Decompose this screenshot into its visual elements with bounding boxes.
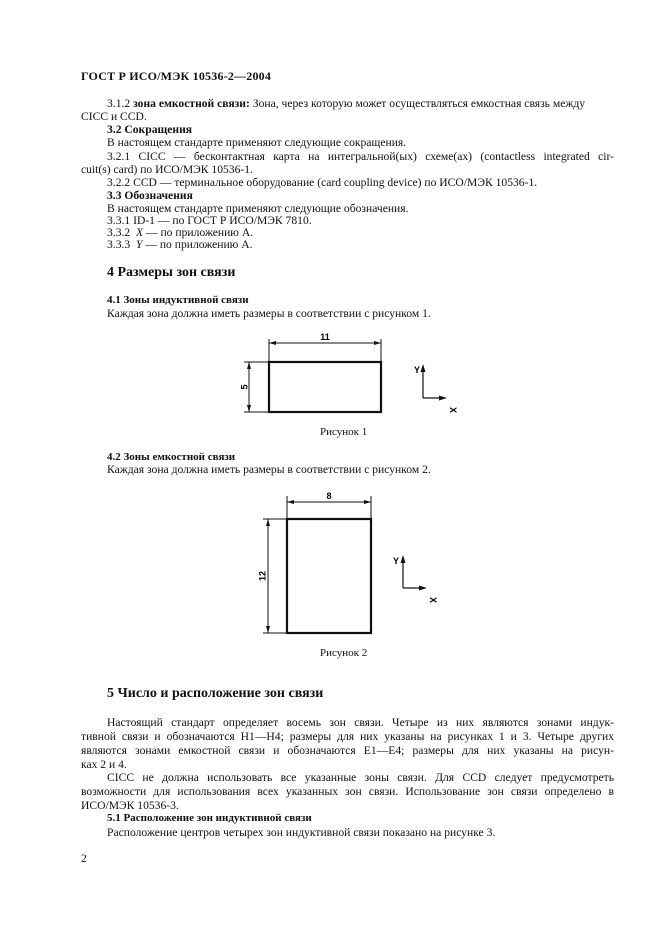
section-4-2-text: Каждая зона должна иметь размеры в соответствии с рисунком 2.	[107, 463, 431, 476]
section-3-2-intro: В настоящем стандарте применяют следующие сокращения.	[107, 136, 407, 149]
inductive-zone-rect	[269, 362, 381, 412]
section-5-para1-line4: ках 2 и 4.	[81, 758, 127, 771]
figure-1-diagram	[230, 330, 470, 425]
section-5-para2-line1: CICC не должна использовать все указанные зоны связи. Для CCD следует предусмотреть	[107, 771, 614, 784]
abbrev-3-2-1: 3.2.1 CICC — бесконтактная карта на интегральной(ых) схеме(ах) (contactless integrated cir-	[107, 150, 614, 163]
definition-3-1-2-cont: CICC и CCD.	[81, 110, 147, 123]
figure-2-diagram	[250, 487, 450, 642]
section-5-1-title: 5.1 Расположение зон индуктивной связи	[107, 812, 312, 824]
height-dimension-label: 12	[257, 570, 268, 582]
width-dimension-label: 8	[326, 491, 332, 501]
page-number: 2	[81, 852, 87, 865]
section-3-3-title: 3.3 Обозначения	[107, 189, 193, 202]
section-4-title: 4 Размеры зон связи	[107, 265, 236, 280]
designation-3-3-2: 3.3.2 X — по приложению А.	[107, 226, 254, 239]
section-4-1-title: 4.1 Зоны индуктивной связи	[107, 294, 249, 306]
y-axis-label: Y	[414, 365, 421, 375]
height-dimension-label: 5	[239, 384, 250, 390]
section-5-para1-line2: тивной связи и обозначаются Н1—Н4; размеры для них указаны на рисунках 1 и 3. Четыре других	[81, 730, 614, 743]
term: зона емкостной связи:	[133, 97, 250, 110]
designation-3-3-1: 3.3.1 ID-1 — по ГОСТ Р ИСО/МЭК 7810.	[107, 214, 312, 227]
document-header: ГОСТ Р ИСО/МЭК 10536-2—2004	[81, 69, 272, 83]
x-axis-label: X	[448, 407, 458, 414]
width-dimension-label: 11	[320, 332, 330, 342]
x-axis-label: X	[428, 597, 438, 604]
section-3-3-intro: В настоящем стандарте применяют следующие обозначения.	[107, 202, 409, 215]
section-5-para2-line2: возможности для использования всех указанных зон связи. Использование зон связи определено в	[81, 785, 614, 798]
definition-3-1-2	[107, 97, 585, 110]
figure-1-caption: Рисунок 1	[320, 426, 368, 438]
designation-3-3-3: 3.3.3 Y — по приложению А.	[107, 238, 253, 251]
section-3-2-title: 3.2 Сокращения	[107, 123, 193, 136]
section-4-1-text: Каждая зона должна иметь размеры в соответствии с рисунком 1.	[107, 307, 431, 320]
capacitive-zone-rect	[287, 519, 371, 633]
abbrev-3-2-1-cont: cuit(s) card) по ИСО/МЭК 10536-1.	[81, 163, 253, 176]
section-5-title: 5 Число и расположение зон связи	[107, 686, 324, 701]
section-5-para1-line3: являются зонами емкостной связи и обозначаются Е1—Е4; размеры для них указаны на рисун-	[81, 744, 614, 757]
section-5-para2-line3: ИСО/МЭК 10536-3.	[81, 799, 179, 812]
figure-2-caption: Рисунок 2	[320, 647, 368, 659]
y-axis-label: Y	[393, 556, 400, 566]
abbrev-3-2-2: 3.2.2 CCD — терминальное оборудование (card coupling device) по ИСО/МЭК 10536-1.	[107, 176, 538, 189]
definition-text: Зона, через которую может осуществляться емкостная связь между	[252, 97, 586, 110]
section-5-para1-line1: Настоящий стандарт определяет восемь зон связи. Четыре из них являются зонами индук-	[107, 716, 614, 729]
clause-number: 3.1.2	[107, 97, 131, 110]
section-4-2-title: 4.2 Зоны емкостной связи	[107, 451, 236, 463]
section-5-1-text: Расположение центров четырех зон индуктивной связи показано на рисунке 3.	[107, 826, 496, 839]
